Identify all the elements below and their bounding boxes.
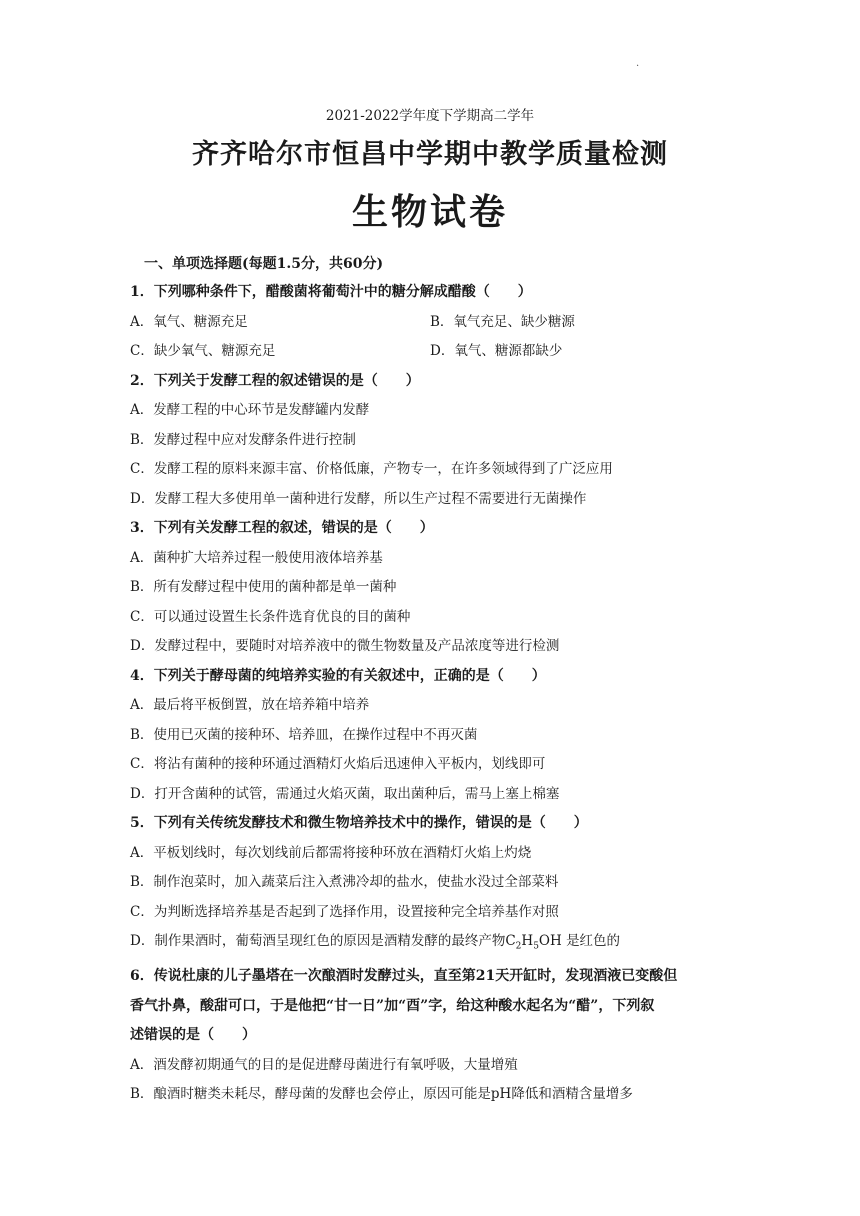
formula-element: H <box>521 933 534 949</box>
question-stem-line: 6．传说杜康的儿子墨塔在一次酿酒时发酵过头，直至第21天开缸时，发现酒液已变酸但 <box>130 968 678 985</box>
option-a: A．平板划线时，每次划线前后都需将接种环放在酒精灯火焰上灼烧 <box>130 844 532 861</box>
exam-subject: 生物试卷 <box>351 191 508 233</box>
option-b: B．所有发酵过程中使用的菌种都是单一菌种 <box>130 579 397 595</box>
question-4 <box>130 662 750 810</box>
option-c: C．将沾有菌种的接种环通过酒精灯火焰后迅速伸入平板内，划线即可 <box>130 756 546 772</box>
option-d: D．发酵工程大多使用单一菌种进行发酵，所以生产过程不需要进行无菌操作 <box>130 490 587 507</box>
question-stem: 5．下列有关传统发酵技术和微生物培养技术中的操作，错误的是（ ） <box>130 815 588 831</box>
option-b: B．氧气充足、缺少糖源 <box>430 313 575 330</box>
option-a: A．发酵工程的中心环节是发酵罐内发酵 <box>130 402 370 418</box>
question-stem-line: 香气扑鼻，酸甜可口，于是他把“甘一日”加“酉”字，给这种酸水起名为“醋”，下列叙 <box>130 997 655 1014</box>
question-stem-line: 述错误的是（ ） <box>130 1027 256 1044</box>
chemical-formula <box>505 933 562 952</box>
option-c: C．为判断选择培养基是否起到了选择作用，设置接种完全培养基作对照 <box>130 903 559 920</box>
question-2 <box>130 367 750 515</box>
question-5 <box>130 809 750 962</box>
formula-element: OH <box>538 933 562 949</box>
question-1 <box>130 278 750 367</box>
option-b: B．使用已灭菌的接种环、培养皿，在操作过程中不再灭菌 <box>130 726 478 743</box>
option-a: A．氧气、糖源充足 <box>130 313 248 330</box>
question-stem: 2．下列关于发酵工程的叙述错误的是（ ） <box>130 372 420 389</box>
option-d-suffix: 是红色的 <box>566 933 621 949</box>
option-d: D．氧气、糖源都缺少 <box>430 343 563 359</box>
option-a: A．最后将平板倒置，放在培养箱中培养 <box>130 697 370 713</box>
option-d <box>130 927 750 962</box>
formula-subscript: 5 <box>533 941 539 952</box>
options-row <box>130 308 750 338</box>
option-a: A．酒发酵初期通气的目的是促进酵母菌进行有氧呼吸，大量增殖 <box>130 1056 518 1073</box>
option-a: A．菌种扩大培养过程一般使用液体培养基 <box>130 549 383 566</box>
option-c: C．可以通过设置生长条件选育优良的目的菌种 <box>130 608 411 625</box>
formula-subscript: 2 <box>515 941 522 952</box>
section-title: 一、单项选择题(每题1.5分，共60分) <box>144 256 384 272</box>
option-b: B．酿酒时糖类未耗尽，酵母菌的发酵也会停止，原因可能是pH降低和酒精含量增多 <box>130 1086 633 1103</box>
option-b: B．发酵过程中应对发酵条件进行控制 <box>130 431 356 448</box>
corner-mark: . <box>636 58 640 69</box>
question-stem: 4．下列关于酵母菌的纯培养实验的有关叙述中，正确的是（ ） <box>130 667 546 684</box>
option-d: D．打开含菌种的试管，需通过火焰灭菌，取出菌种后，需马上塞上棉塞 <box>130 785 560 802</box>
question-stem: 3．下列有关发酵工程的叙述，错误的是（ ） <box>130 520 434 536</box>
question-6 <box>130 962 750 1110</box>
option-c: C．发酵工程的原料来源丰富、价格低廉，产物专一，在许多领域得到了广泛应用 <box>130 461 613 477</box>
options-row <box>130 337 750 367</box>
formula-element: C <box>505 933 516 949</box>
exam-content <box>130 250 750 1110</box>
option-b: B．制作泡菜时，加入蔬菜后注入煮沸冷却的盐水，使盐水没过全部菜料 <box>130 874 559 890</box>
option-c: C．缺少氧气、糖源充足 <box>130 343 276 359</box>
exam-title: 齐齐哈尔市恒昌中学期中教学质量检测 <box>192 139 668 170</box>
option-d-prefix: D．制作果酒时，葡萄酒呈现红色的原因是酒精发酵的最终产物 <box>130 933 506 949</box>
option-d: D．发酵过程中，要随时对培养液中的微生物数量及产品浓度等进行检测 <box>130 638 560 654</box>
question-3 <box>130 514 750 662</box>
question-stem: 1．下列哪种条件下，醋酸菌将葡萄汁中的糖分解成醋酸（ ） <box>130 284 532 300</box>
exam-year: 2021-2022学年度下学期高二学年 <box>325 108 535 124</box>
